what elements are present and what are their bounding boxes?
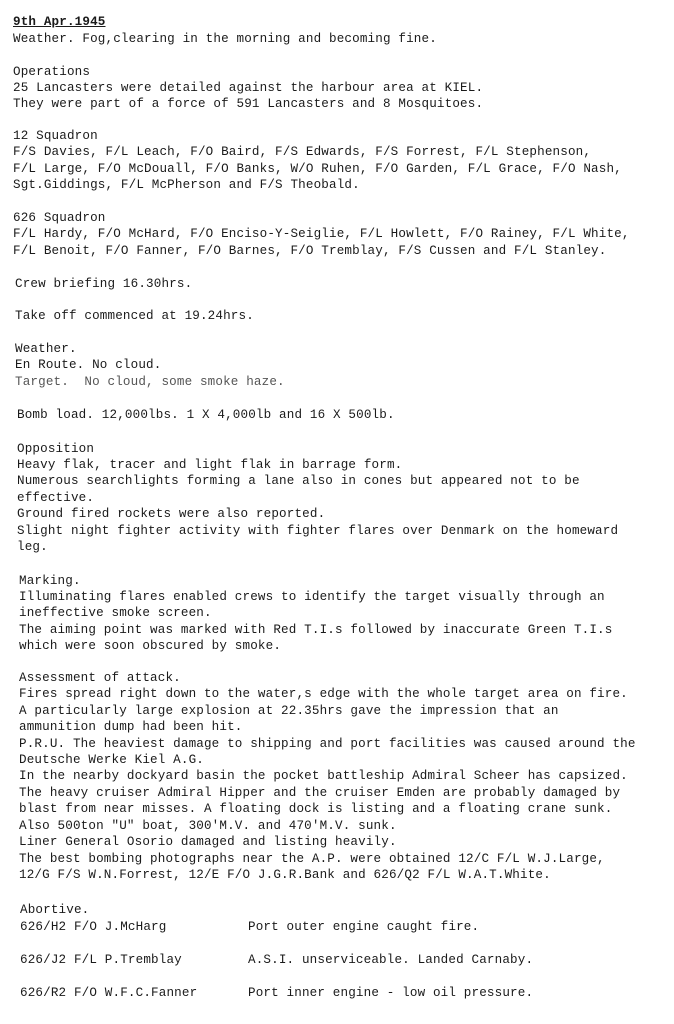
- abortive-aircraft-crew: 626/R2 F/O W.F.C.Fanner: [20, 986, 198, 1000]
- opposition-line: Ground fired rockets were also reported.: [17, 507, 326, 521]
- crew-briefing-line: Crew briefing 16.30hrs.: [15, 277, 193, 291]
- assessment-line: ammunition dump had been hit.: [19, 720, 243, 734]
- assessment-line: P.R.U. The heaviest damage to shipping and port facilities was caused around the: [19, 737, 636, 751]
- abortive-reason: A.S.I. unserviceable. Landed Carnaby.: [248, 953, 534, 967]
- en-route-weather-line: En Route. No cloud.: [15, 358, 162, 372]
- marking-line: ineffective smoke screen.: [19, 606, 212, 620]
- take-off-line: Take off commenced at 19.24hrs.: [15, 309, 254, 323]
- marking-line: which were soon obscured by smoke.: [19, 639, 282, 653]
- squadron-12-crew-line: Sgt.Giddings, F/L McPherson and F/S Theobald.: [13, 178, 360, 192]
- bomb-load-line: Bomb load. 12,000lbs. 1 X 4,000lb and 16 X 500lb.: [17, 408, 395, 422]
- target-weather-heading: Weather.: [15, 342, 77, 356]
- opposition-line: Slight night fighter activity with fighter flares over Denmark on the homeward: [17, 524, 619, 538]
- marking-heading: Marking.: [19, 574, 81, 588]
- operations-heading: Operations: [13, 65, 91, 79]
- opposition-line: Numerous searchlights forming a lane also in cones but appeared not to be: [17, 474, 580, 488]
- assessment-line: A particularly large explosion at 22.35hrs gave the impression that an: [19, 704, 559, 718]
- squadron-626-crew-line: F/L Benoit, F/O Fanner, F/O Barnes, F/O Tremblay, F/S Cussen and F/L Stanley.: [13, 244, 607, 258]
- opposition-line: Heavy flak, tracer and light flak in barrage form.: [17, 458, 403, 472]
- assessment-line: Liner General Osorio damaged and listing heavily.: [19, 835, 397, 849]
- squadron-12-heading: 12 Squadron: [13, 129, 98, 143]
- abortive-row: [20, 952, 660, 968]
- abortive-aircraft-crew: 626/J2 F/L P.Tremblay: [20, 953, 182, 967]
- squadron-626-crew-line: F/L Hardy, F/O McHard, F/O Enciso-Y-Seiglie, F/L Howlett, F/O Rainey, F/L White,: [13, 227, 630, 241]
- abortive-reason: Port inner engine - low oil pressure.: [248, 986, 534, 1000]
- assessment-heading: Assessment of attack.: [19, 671, 181, 685]
- marking-line: Illuminating flares enabled crews to identify the target visually through an: [19, 590, 605, 604]
- assessment-line: The heavy cruiser Admiral Hipper and the cruiser Emden are probably damaged by: [19, 786, 621, 800]
- assessment-line: In the nearby dockyard basin the pocket battleship Admiral Scheer has capsized.: [19, 769, 628, 783]
- squadron-12-crew-line: F/L Large, F/O McDouall, F/O Banks, W/O Ruhen, F/O Garden, F/L Grace, F/O Nash,: [13, 162, 622, 176]
- abortive-row: [20, 985, 660, 1001]
- assessment-line: Also 500ton "U" boat, 300'M.V. and 470'M.V. sunk.: [19, 819, 397, 833]
- assessment-line: Fires spread right down to the water,s edge with the whole target area on fire.: [19, 687, 628, 701]
- squadron-626-heading: 626 Squadron: [13, 211, 106, 225]
- opposition-line: leg.: [17, 540, 48, 554]
- operations-line: 25 Lancasters were detailed against the harbour area at KIEL.: [13, 81, 484, 95]
- abortive-row: [20, 919, 660, 935]
- abortive-heading: Abortive.: [20, 903, 90, 917]
- abortive-reason: Port outer engine caught fire.: [248, 920, 480, 934]
- opposition-line: effective.: [17, 491, 95, 505]
- assessment-line: The best bombing photographs near the A.P. were obtained 12/C F/L W.J.Large,: [19, 852, 605, 866]
- weather-line: Weather. Fog,clearing in the morning and becoming fine.: [13, 32, 437, 46]
- date-heading: 9th Apr.1945: [13, 15, 106, 29]
- assessment-line: blast from near misses. A floating dock is listing and a floating crane sunk.: [19, 802, 613, 816]
- operations-line: They were part of a force of 591 Lancasters and 8 Mosquitoes.: [13, 97, 484, 111]
- assessment-line: Deutsche Werke Kiel A.G.: [19, 753, 204, 767]
- abortive-aircraft-crew: 626/H2 F/O J.McHarg: [20, 920, 167, 934]
- target-weather-line: Target. No cloud, some smoke haze.: [15, 375, 285, 389]
- opposition-heading: Opposition: [17, 442, 95, 456]
- squadron-12-crew-line: F/S Davies, F/L Leach, F/O Baird, F/S Edwards, F/S Forrest, F/L Stephenson,: [13, 145, 592, 159]
- assessment-line: 12/G F/S W.N.Forrest, 12/E F/O J.G.R.Bank and 626/Q2 F/L W.A.T.White.: [19, 868, 551, 882]
- marking-line: The aiming point was marked with Red T.I.s followed by inaccurate Green T.I.s: [19, 623, 613, 637]
